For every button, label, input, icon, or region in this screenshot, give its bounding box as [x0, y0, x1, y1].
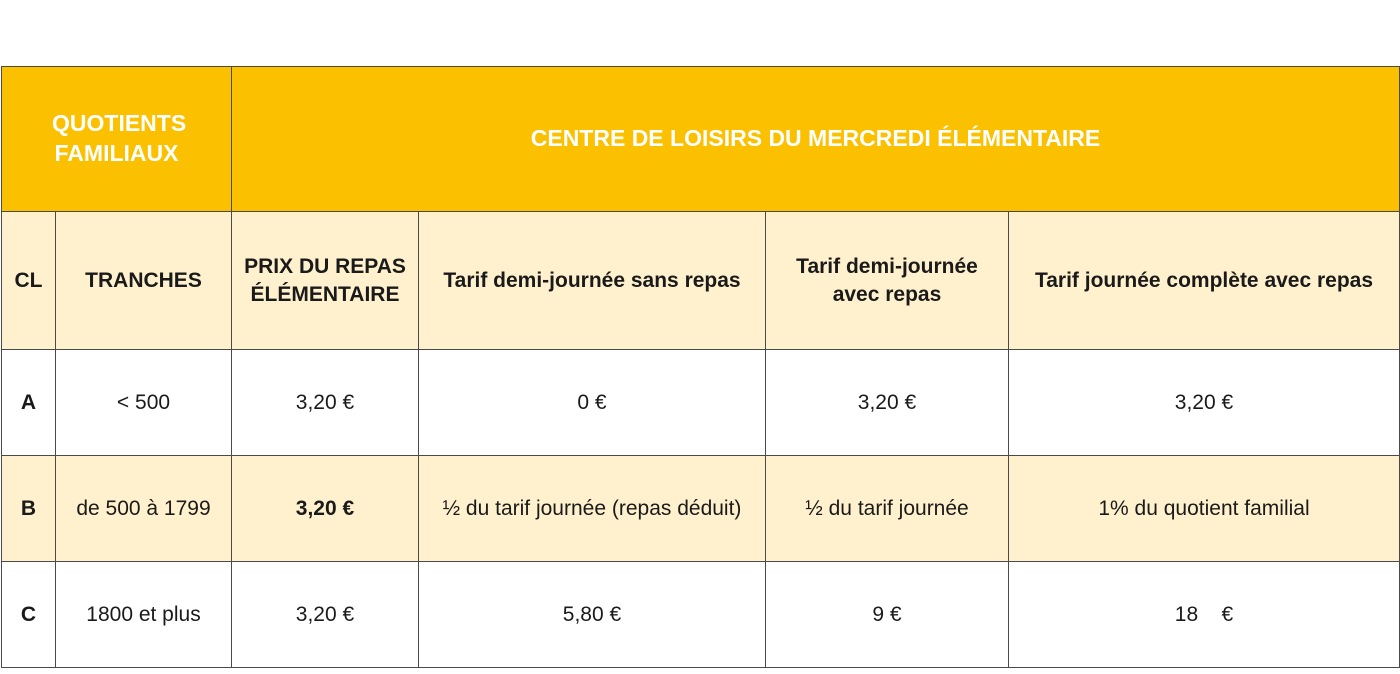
cell-demi-sans-repas: 0 € [419, 350, 766, 456]
cell-demi-avec-repas: 9 € [766, 562, 1009, 668]
title-band-row [2, 67, 1400, 212]
cell-journee-complete: 1% du quotient familial [1009, 456, 1400, 562]
centre-loisirs-heading: CENTRE DE LOISIRS DU MERCREDI ÉLÉMENTAIRE [232, 67, 1400, 212]
table-row [2, 456, 1400, 562]
cell-journee-complete: 18 € [1009, 562, 1400, 668]
cell-cl: C [2, 562, 56, 668]
header-journee-complete: Tarif journée complète avec repas [1009, 212, 1400, 350]
cell-prix-repas: 3,20 € [232, 350, 419, 456]
cell-demi-sans-repas: ½ du tarif journée (repas déduit) [419, 456, 766, 562]
cell-demi-avec-repas: 3,20 € [766, 350, 1009, 456]
quotients-familiaux-heading: QUOTIENTS FAMILIAUX [2, 67, 232, 212]
cell-cl: B [2, 456, 56, 562]
tariff-table [1, 66, 1400, 668]
table-row [2, 562, 1400, 668]
cell-demi-avec-repas: ½ du tarif journée [766, 456, 1009, 562]
header-prix-repas: PRIX DU REPAS ÉLÉMENTAIRE [232, 212, 419, 350]
header-demi-avec-repas: Tarif demi-journée avec repas [766, 212, 1009, 350]
header-cl: CL [2, 212, 56, 350]
cell-prix-repas: 3,20 € [232, 562, 419, 668]
cell-tranche: < 500 [56, 350, 232, 456]
cell-prix-repas: 3,20 € [232, 456, 419, 562]
cell-tranche: de 500 à 1799 [56, 456, 232, 562]
cell-demi-sans-repas: 5,80 € [419, 562, 766, 668]
header-tranches: TRANCHES [56, 212, 232, 350]
cell-journee-complete: 3,20 € [1009, 350, 1400, 456]
header-demi-sans-repas: Tarif demi-journée sans repas [419, 212, 766, 350]
table-row [2, 350, 1400, 456]
cell-tranche: 1800 et plus [56, 562, 232, 668]
column-header-row [2, 212, 1400, 350]
cell-cl: A [2, 350, 56, 456]
